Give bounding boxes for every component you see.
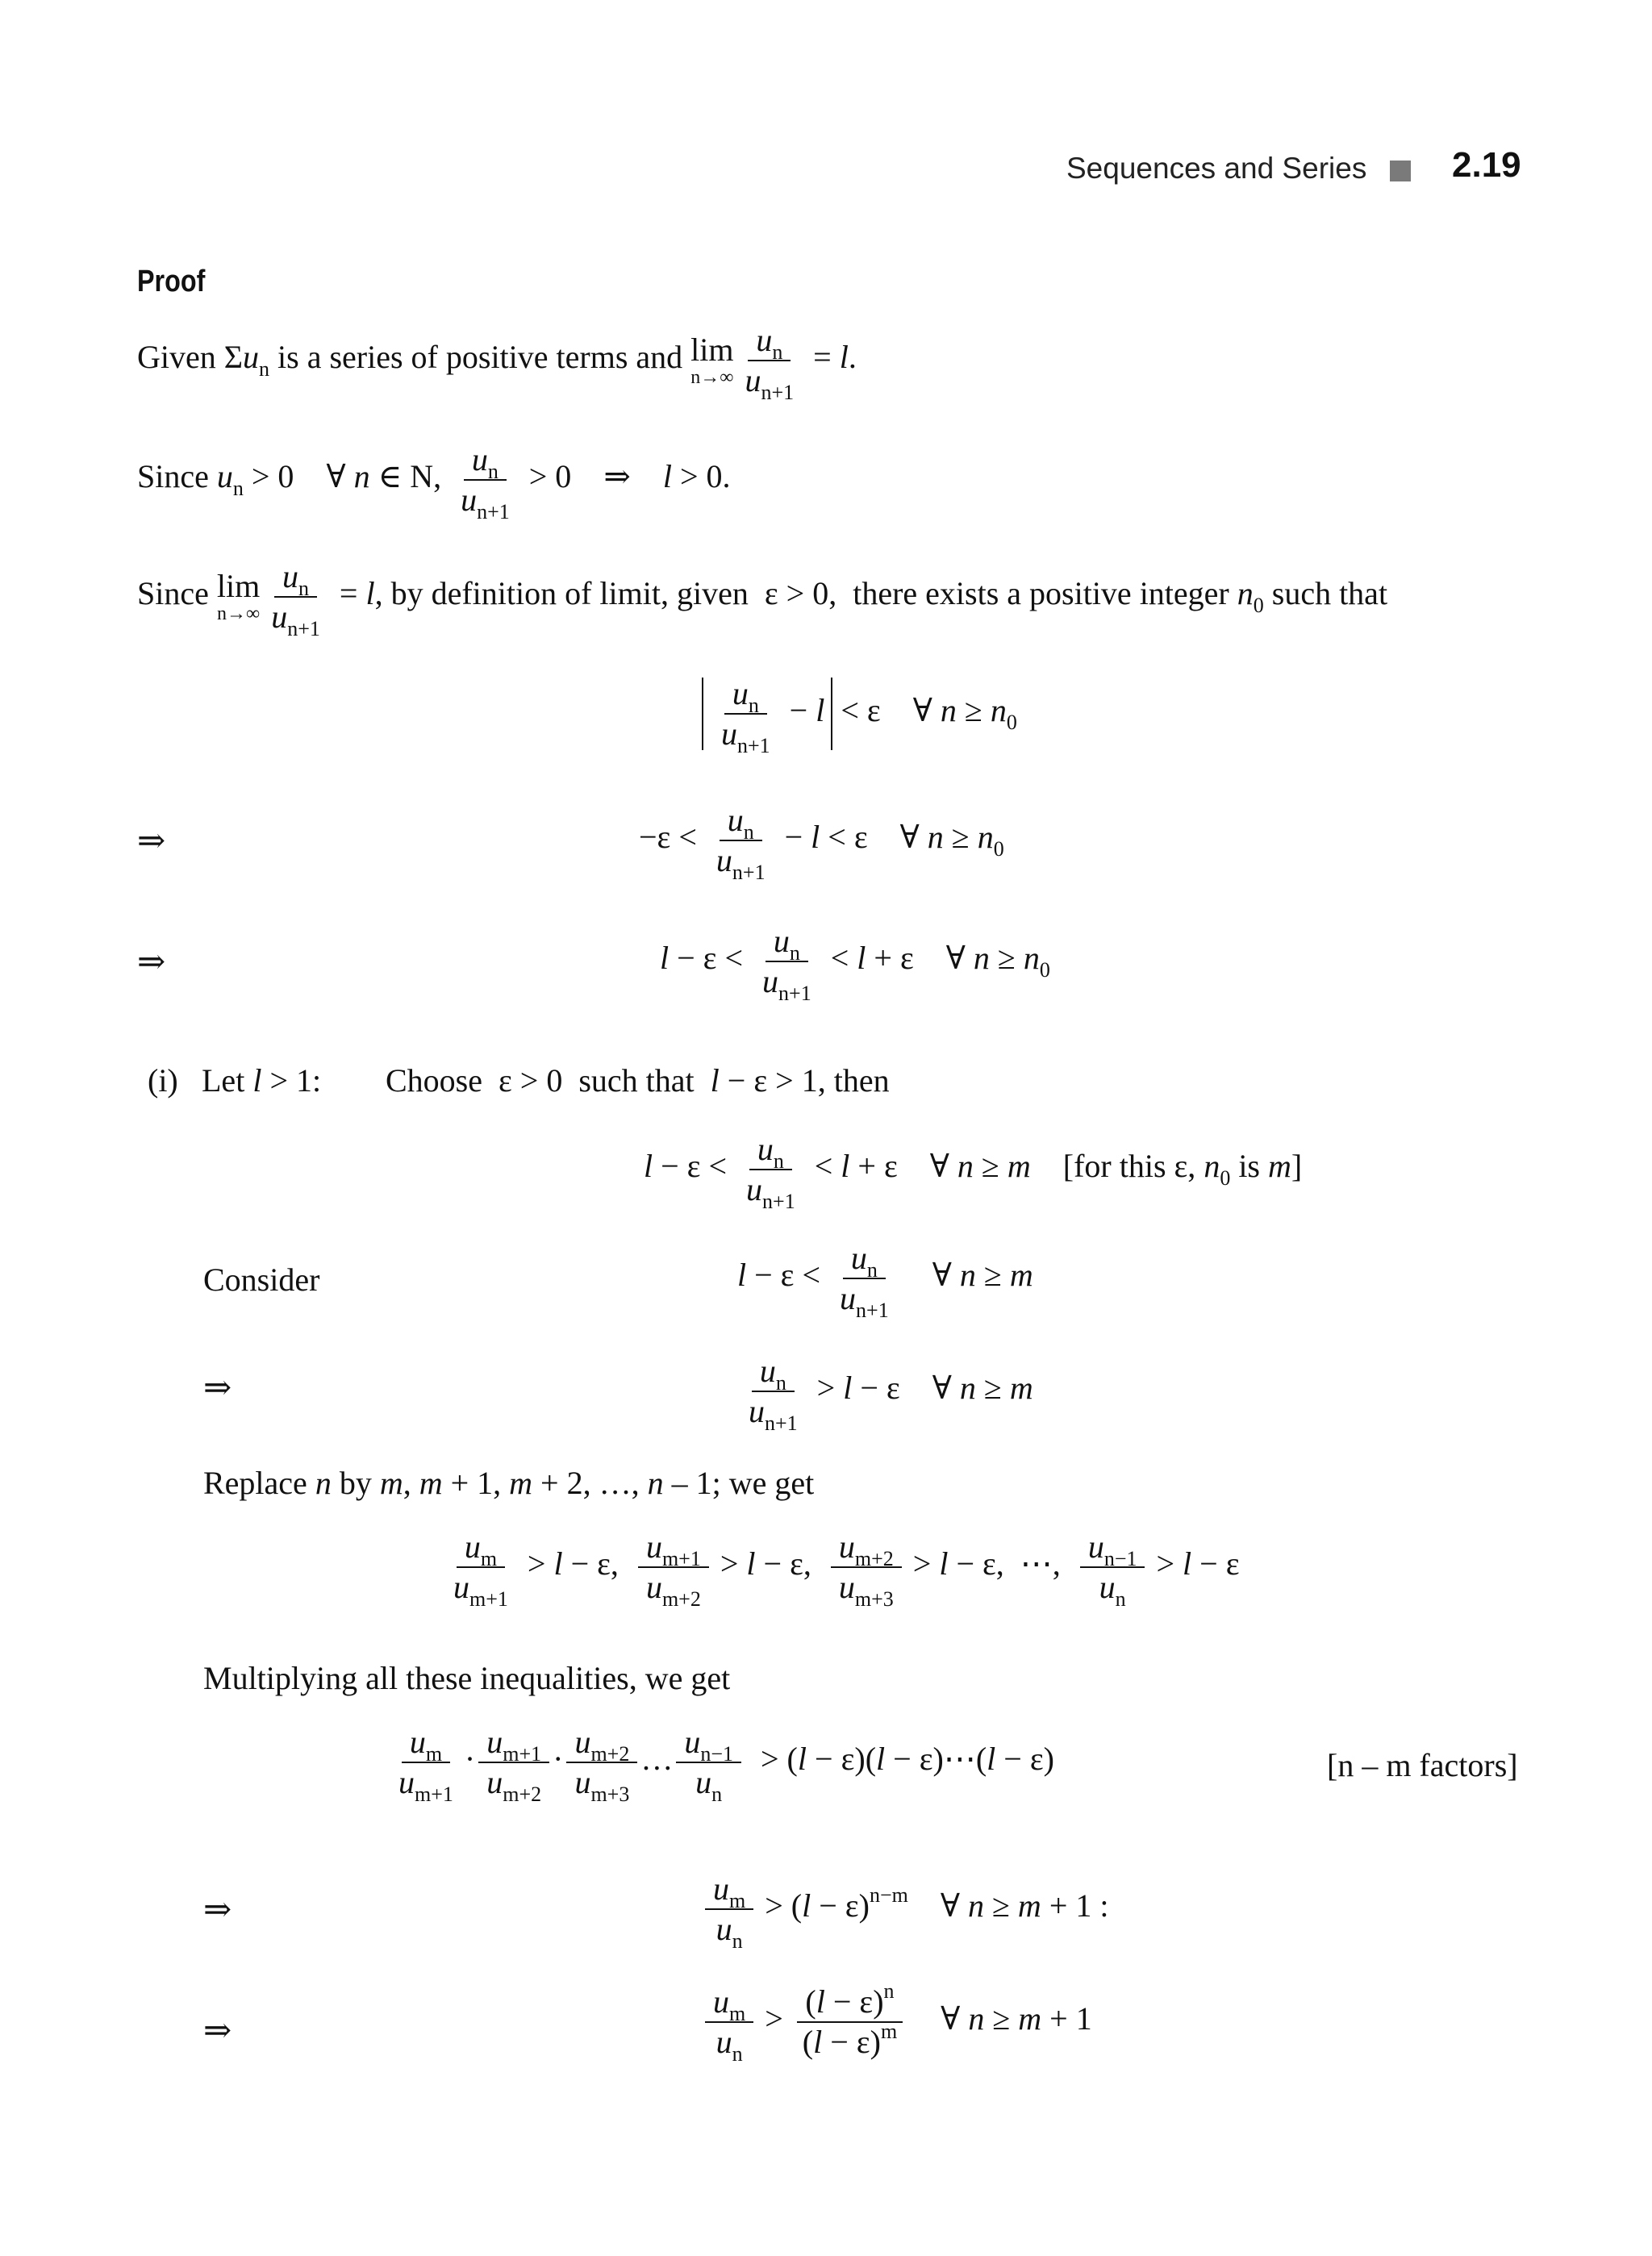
forall-symbol: ∀ xyxy=(326,458,346,495)
running-header-title: Sequences and Series xyxy=(1066,152,1367,185)
implies-symbol: ⇒ xyxy=(603,458,631,495)
exists-text: there exists a positive integer xyxy=(853,575,1229,612)
implies-symbol: ⇒ xyxy=(203,1370,232,1407)
limit-expression: lim n→∞ xyxy=(690,332,734,388)
double-inequality-m: l − ε < $\frac{u_n}{u_{n+1}}$ < l + ε ∀ n ≥ m [for this ε, $n_0$ is m] xyxy=(644,1131,1303,1213)
factors-note: [n – m factors] xyxy=(1327,1747,1518,1783)
implies-symbol: ⇒ xyxy=(203,1891,232,1929)
implies-symbol: ⇒ xyxy=(137,944,166,981)
double-inequality-1: −ε < $\frac{u_n}{u_{n+1}}$ − l < ε ∀ $n \ge n_0$ xyxy=(639,802,1004,884)
power-inequality: $\frac{u_m}{u_n}$ > $(l - \varepsilon)^{n-m}$ ∀ n ≥ m + 1 : xyxy=(702,1873,1108,1945)
ratio-fraction: $\frac{u_n}{u_{n+1}}$ xyxy=(745,322,795,404)
given-word: Given xyxy=(137,339,216,376)
case-label: (i) xyxy=(148,1062,178,1099)
we-get-text: we get xyxy=(728,1465,815,1501)
header-square-marker xyxy=(1390,161,1411,181)
such-that-text: such that xyxy=(1271,575,1388,612)
replace-line: Replace n by m, m + 1, m + 2, …, n – 1; we get xyxy=(203,1465,815,1501)
left-inequality: l − ε < $\frac{u_n}{u_{n+1}}$ ∀ n ≥ m xyxy=(737,1240,1033,1322)
definition-text: , by definition of limit, given xyxy=(374,575,749,612)
such-that-text: such that xyxy=(578,1062,695,1099)
quotient-inequality: $\frac{u_m}{u_n}$ > $\frac{(l - \varepsilon)^n}{(l - \varepsilon)^m}$ ∀ n ≥ m + 1 xyxy=(702,1986,1092,2058)
let-condition: Let l > 1: xyxy=(202,1062,322,1099)
choose-line: Choose ε > 0 such that l − ε > 1, then xyxy=(386,1062,890,1099)
since-word: Since xyxy=(137,575,209,612)
page-number: 2.19 xyxy=(1452,145,1521,185)
given-text: is a series of positive terms and xyxy=(277,339,683,376)
since-limit-line: Since lim n→∞ $\frac{u_n}{u_{n+1}}$ = l, by definition of limit, given ε > 0, there exists a positive integer $n_0$ such that xyxy=(137,558,1388,640)
for-this-text: [for this ε, xyxy=(1062,1148,1196,1185)
replace-word: Replace xyxy=(203,1465,307,1501)
given-line: Given $\Sigma u_n$ is a series of positive terms and lim n→∞ $\frac{u_n}{u_{n+1}}$ = l. xyxy=(137,322,857,404)
since-word: Since xyxy=(137,458,209,495)
double-inequality-2: l − ε < $\frac{u_n}{u_{n+1}}$ < l + ε ∀ $n \ge n_0$ xyxy=(660,923,1050,1005)
implies-symbol: ⇒ xyxy=(203,2012,232,2050)
consider-word: Consider xyxy=(203,1261,320,1298)
implies-symbol: ⇒ xyxy=(137,823,166,860)
proof-heading: Proof xyxy=(137,265,206,298)
then-word: then xyxy=(833,1062,890,1099)
inequality-sequence: $\frac{u_m}{u_{m+1}}$ > l − ε, $\frac{u_{m+1}}{u_{m+2}}$ > l − ε, $\frac{u_{m+2}}{u_{m+3}}$ > l − ε, ⋯, $\frac{u_{n-1}}{u_n}$ > l − ε xyxy=(453,1528,1240,1611)
product-inequality: $\frac{u_m}{u_{m+1}}$ · $\frac{u_{m+1}}{u_{m+2}}$ · $\frac{u_{m+2}}{u_{m+3}}$ … $\frac{u_{n-1}}{u_n}$ > (l − ε)(l − ε)⋯(l − ε) xyxy=(398,1724,1054,1806)
since-positive-line: Since $u_n > 0$ ∀ n ∈ N, $\frac{u_n}{u_{n+1}}$ > 0 ⇒ l > 0. xyxy=(137,441,731,523)
abs-inequality: $\frac{u_n}{u_{n+1}}$ − l < ε ∀ $n \ge n_0$ xyxy=(702,678,1017,750)
ratio-fraction: $\frac{u_n}{u_{n+1}}$ xyxy=(461,441,510,523)
ratio-greater-inequality: $\frac{u_n}{u_{n+1}}$ > l − ε ∀ n ≥ m xyxy=(749,1353,1033,1435)
ratio-fraction: $\frac{u_n}{u_{n+1}}$ xyxy=(271,558,320,640)
by-word: by xyxy=(339,1465,372,1501)
limit-expression: lim n→∞ xyxy=(216,568,261,624)
is-word: is xyxy=(1238,1148,1260,1185)
choose-word: Choose xyxy=(386,1062,482,1099)
multiplying-text: Multiplying all these inequalities, we get xyxy=(203,1660,731,1696)
let-word: Let xyxy=(202,1062,245,1099)
